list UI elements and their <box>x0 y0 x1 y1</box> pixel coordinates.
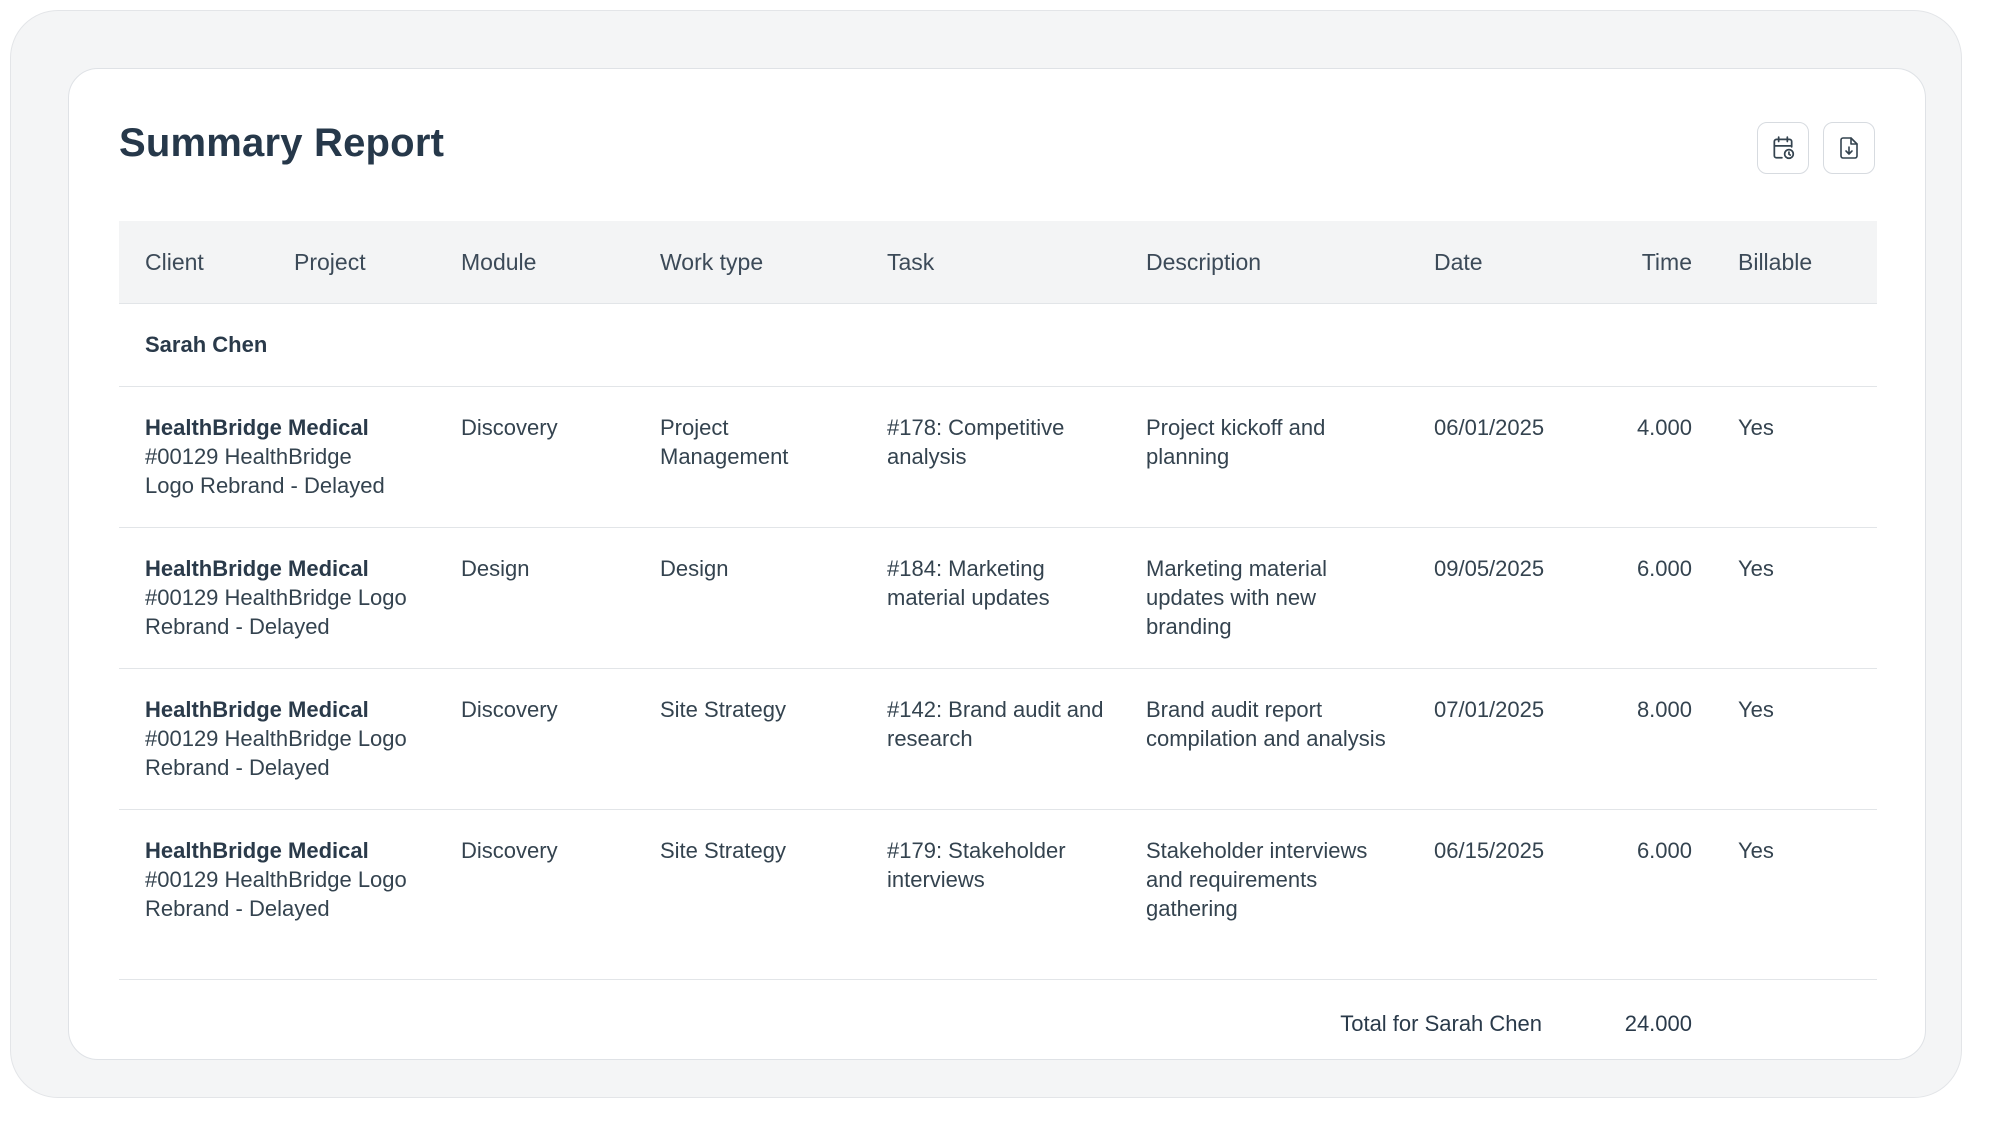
project-name: #00129 HealthBridge Logo Rebrand - Delayed <box>145 726 407 780</box>
total-label: Total for Sarah Chen <box>1340 1011 1542 1036</box>
group-row <box>119 304 1877 387</box>
module-cell: Discovery <box>435 810 634 980</box>
billable-cell: Yes <box>1712 669 1877 810</box>
column-header-work-type[interactable]: Work type <box>634 221 861 304</box>
total-value: 24.000 <box>1624 1011 1692 1036</box>
time-cell: 6.000 <box>1574 528 1712 669</box>
work-type-cell: Site Strategy <box>634 810 861 980</box>
project-name: #00129 HealthBridge Logo Rebrand - Delayed <box>145 585 407 639</box>
description-cell: Project kickoff and planning <box>1120 387 1408 528</box>
table-row <box>119 528 1877 669</box>
column-header-billable[interactable]: Billable <box>1712 221 1877 304</box>
column-header-description[interactable]: Description <box>1120 221 1408 304</box>
table-row <box>119 810 1877 980</box>
client-name: HealthBridge Medical <box>145 415 369 440</box>
total-spacer <box>1712 980 1877 1066</box>
work-type-cell: Design <box>634 528 861 669</box>
column-header-task[interactable]: Task <box>861 221 1120 304</box>
column-header-module[interactable]: Module <box>435 221 634 304</box>
date-cell: 07/01/2025 <box>1408 669 1574 810</box>
schedule-report-button[interactable] <box>1757 122 1809 174</box>
export-report-button[interactable] <box>1823 122 1875 174</box>
description-cell: Marketing material updates with new branding <box>1120 528 1408 669</box>
task-cell: #179: Stakeholder interviews <box>861 810 1120 980</box>
client-name: HealthBridge Medical <box>145 838 369 863</box>
time-cell: 6.000 <box>1574 810 1712 980</box>
column-header-client[interactable]: Client <box>119 221 268 304</box>
table-header-row <box>119 221 1877 304</box>
summary-table <box>119 221 1877 1065</box>
client-project-cell <box>119 669 435 810</box>
project-name: #00129 HealthBridge Logo Rebrand - Delayed <box>145 444 385 498</box>
time-cell: 8.000 <box>1574 669 1712 810</box>
page-title: Summary Report <box>119 121 445 165</box>
date-cell: 06/01/2025 <box>1408 387 1574 528</box>
description-cell: Brand audit report compilation and analysis <box>1120 669 1408 810</box>
project-name: #00129 HealthBridge Logo Rebrand - Delayed <box>145 867 407 921</box>
module-cell: Discovery <box>435 669 634 810</box>
date-cell: 09/05/2025 <box>1408 528 1574 669</box>
total-row <box>119 980 1877 1066</box>
client-project-cell <box>119 387 435 528</box>
table-row <box>119 669 1877 810</box>
calendar-clock-icon <box>1770 135 1796 161</box>
client-project-cell <box>119 528 435 669</box>
time-cell: 4.000 <box>1574 387 1712 528</box>
date-cell: 06/15/2025 <box>1408 810 1574 980</box>
description-cell: Stakeholder interviews and requirements gathering <box>1120 810 1408 980</box>
module-cell: Design <box>435 528 634 669</box>
table-row <box>119 387 1877 528</box>
task-cell: #142: Brand audit and research <box>861 669 1120 810</box>
page-background <box>10 10 1962 1098</box>
work-type-cell: Site Strategy <box>634 669 861 810</box>
column-header-time[interactable]: Time <box>1574 221 1712 304</box>
billable-cell: Yes <box>1712 387 1877 528</box>
file-download-icon <box>1837 136 1861 160</box>
report-card <box>68 68 1926 1060</box>
column-header-date[interactable]: Date <box>1408 221 1574 304</box>
task-cell: #184: Marketing material updates <box>861 528 1120 669</box>
billable-cell: Yes <box>1712 528 1877 669</box>
group-name: Sarah Chen <box>119 304 1877 387</box>
column-header-project[interactable]: Project <box>268 221 435 304</box>
billable-cell: Yes <box>1712 810 1877 980</box>
report-actions <box>1757 122 1875 174</box>
client-name: HealthBridge Medical <box>145 556 369 581</box>
work-type-cell: Project Management <box>634 387 861 528</box>
task-cell: #178: Competitive analysis <box>861 387 1120 528</box>
client-name: HealthBridge Medical <box>145 697 369 722</box>
module-cell: Discovery <box>435 387 634 528</box>
client-project-cell <box>119 810 435 980</box>
